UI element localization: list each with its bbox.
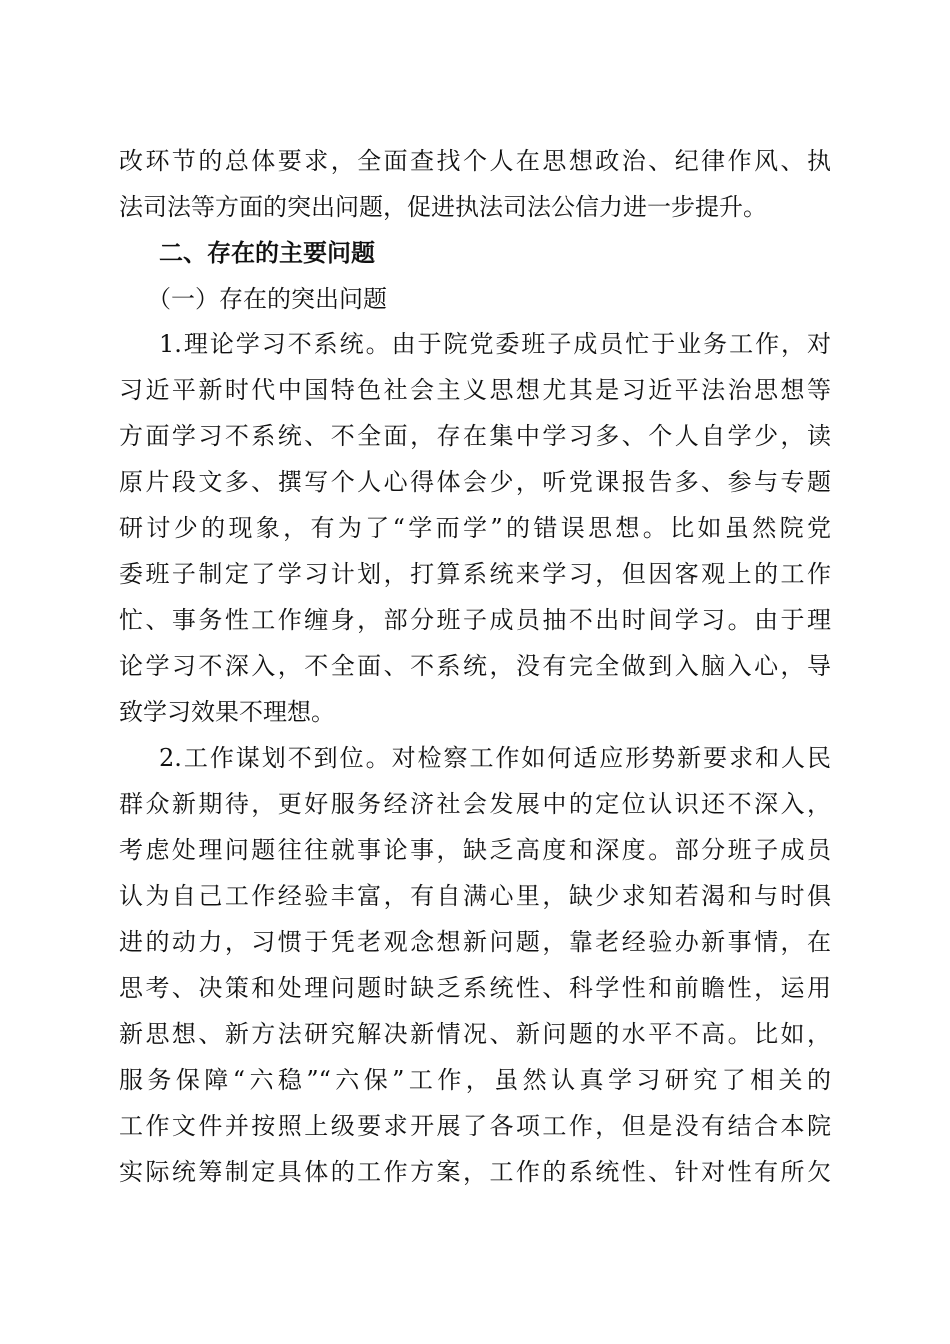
text-line: 法司法等方面的突出问题，促进执法司法公信力进一步提升。	[119, 193, 767, 221]
paragraph-1-line: 1.理论学习不系统。由于院党委班子成员忙于业务工作，对	[159, 330, 831, 358]
paragraph-2-line: 新思想、新方法研究解决新情况、新问题的水平不高。比如，	[119, 1020, 831, 1048]
paragraph-1-line: 研讨少的现象，有为了“学而学”的错误思想。比如虽然院党	[119, 514, 831, 542]
paragraph-1-line: 致学习效果不理想。	[119, 698, 335, 726]
paragraph-2-line: 群众新期待，更好服务经济社会发展中的定位认识还不深入，	[119, 790, 831, 818]
paragraph-2-line: 2.工作谋划不到位。对检察工作如何适应形势新要求和人民	[159, 744, 831, 772]
section-heading: 二、存在的主要问题	[159, 239, 375, 267]
paragraph-1-line: 论学习不深入，不全面、不系统，没有完全做到入脑入心，导	[119, 652, 831, 680]
paragraph-1-line: 方面学习不系统、不全面，存在集中学习多、个人自学少，读	[119, 422, 831, 450]
paragraph-1-line: 忙、事务性工作缠身，部分班子成员抽不出时间学习。由于理	[119, 606, 831, 634]
paragraph-2-line: 认为自己工作经验丰富，有自满心里，缺少求知若渴和与时俱	[119, 882, 831, 910]
paragraph-1-line: 原片段文多、撰写个人心得体会少，听党课报告多、参与专题	[119, 468, 831, 496]
paragraph-1-line: 习近平新时代中国特色社会主义思想尤其是习近平法治思想等	[119, 376, 831, 404]
paragraph-2-line: 工作文件并按照上级要求开展了各项工作，但是没有结合本院	[119, 1112, 831, 1140]
paragraph-2-line: 服务保障“六稳”“六保”工作，虽然认真学习研究了相关的	[119, 1066, 831, 1094]
paragraph-2-line: 实际统筹制定具体的工作方案，工作的系统性、针对性有所欠	[119, 1158, 831, 1186]
paragraph-2-line: 思考、决策和处理问题时缺乏系统性、科学性和前瞻性，运用	[119, 974, 831, 1002]
paragraph-2-line: 考虑处理问题往往就事论事，缺乏高度和深度。部分班子成员	[119, 836, 831, 864]
text-line: 改环节的总体要求，全面查找个人在思想政治、纪律作风、执	[119, 147, 831, 175]
paragraph-2-line: 进的动力，习惯于凭老观念想新问题，靠老经验办新事情，在	[119, 928, 831, 956]
subsection-heading: （一）存在的突出问题	[147, 285, 387, 313]
paragraph-1-line: 委班子制定了学习计划，打算系统来学习，但因客观上的工作	[119, 560, 831, 588]
